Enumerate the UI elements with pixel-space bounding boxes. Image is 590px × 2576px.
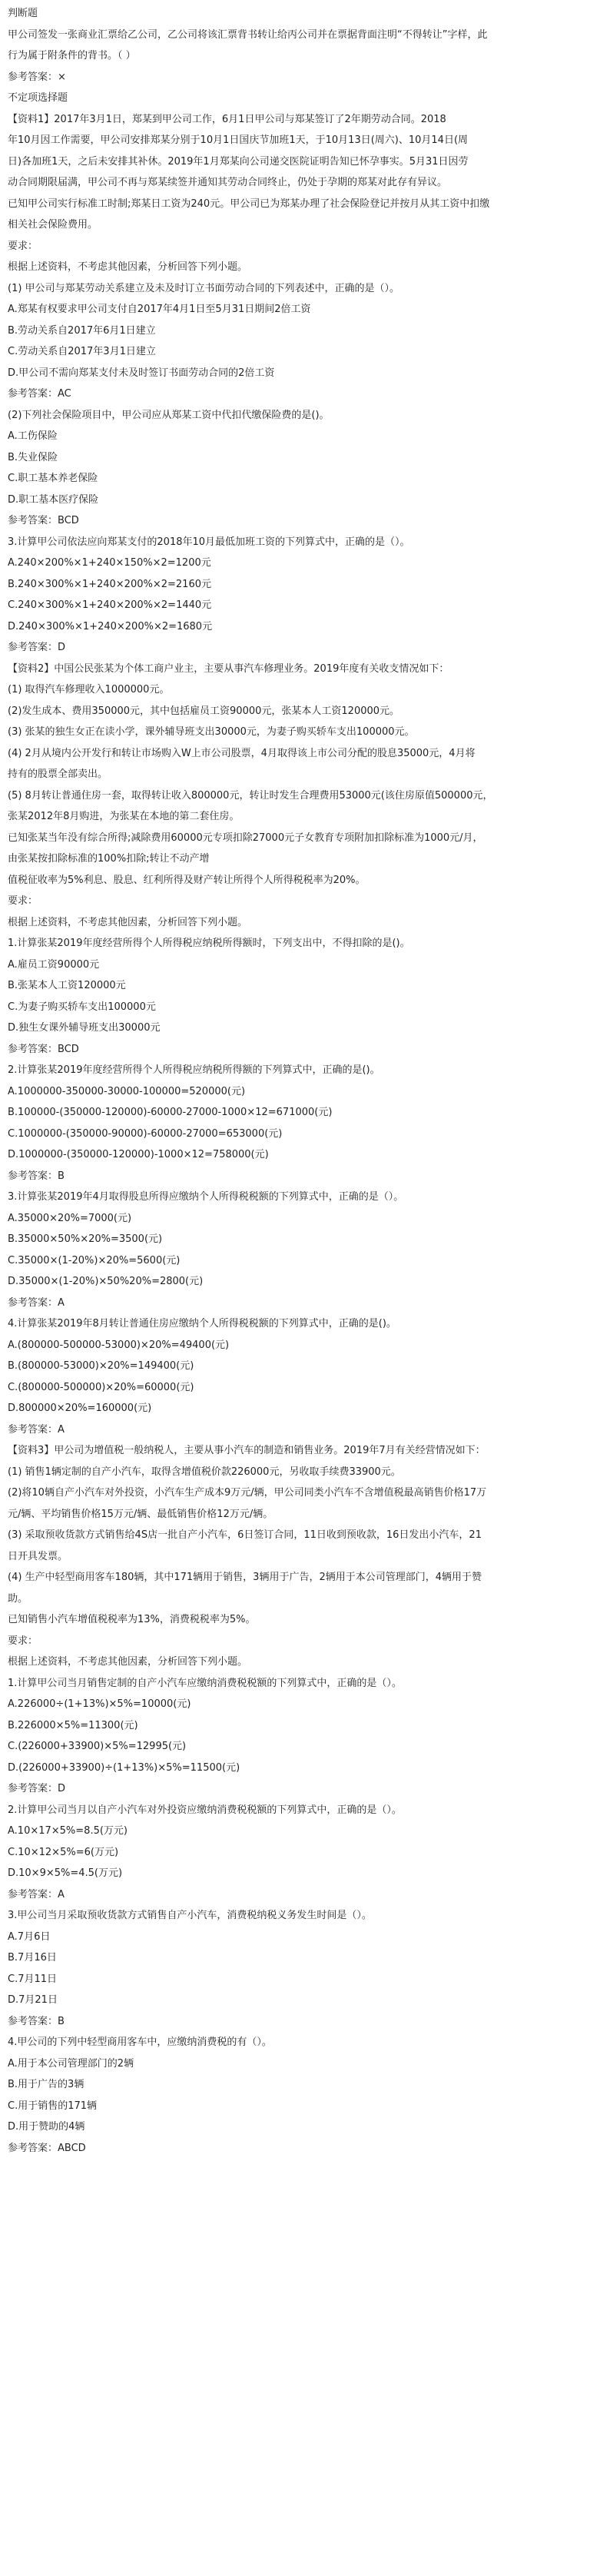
text-line: D.1000000-(350000-120000)-1000×12=758000(元) [8,1149,269,1160]
text-line: B.劳动关系自2017年6月1日建立 [8,324,156,337]
text-line: 判断题 [8,8,38,19]
text-line: 日开具发票。 [8,1550,68,1562]
text-line: C.用于销售的171辆 [8,2100,98,2112]
text-line: (3) 采取预收货款方式销售给4S店一批自产小汽车，6日签订合同，11日收到预收款，16日发出小汽车，21 [8,1529,482,1541]
text-line: B.失业保险 [8,451,58,463]
text-line: D.240×300%×1+240×200%×2=1680元 [8,620,213,632]
text-line: 助。 [8,1592,28,1605]
text-line: 参考答案：D [8,642,66,653]
text-line: 3.计算甲公司依法应向郑某支付的2018年10月最低加班工资的下列算式中，正确的是（）。 [8,536,410,548]
text-line: (3) 张某的独生女正在读小学，课外辅导班支出30000元，为妻子购买轿车支出100000元。 [8,726,415,738]
text-line: 要求： [8,1635,38,1647]
text-line: (2)下列社会保险项目中，甲公司应从郑某工资中代扣代缴保险费的是()。 [8,409,330,421]
text-line: D.独生女课外辅导班支出30000元 [8,1022,161,1034]
text-line: C.(226000+33900)×5%=12995(元) [8,1741,187,1752]
text-line: D.10×9×5%=4.5(万元) [8,1867,123,1879]
text-line: B.35000×50%×20%=3500(元) [8,1233,163,1245]
text-line: 参考答案：A [8,1423,65,1436]
text-line: 甲公司签发一张商业汇票给乙公司，乙公司将该汇票背书转让给丙公司并在票据背面注明“不得转让”字样，此 [8,28,488,41]
text-line: 已知张某当年没有综合所得;减除费用60000元专项扣除27000元子女教育专项附加扣除标准为1000元/月， [8,832,483,844]
text-line: 张某2012年8月购进，为张某在本地的第二套住房。 [8,811,240,822]
text-line: 动合同期限届满，甲公司不再与郑某续签并通知其劳动合同终止，仍处于孕期的郑某对此存有异议。 [8,177,448,188]
text-line: 4.计算张某2019年8月转让普通住房应缴纳个人所得税税额的下列算式中，正确的是()。 [8,1318,396,1329]
text-line: B.7月16日 [8,1952,57,1964]
text-line: D.用于赞助的4辆 [8,2121,85,2133]
text-line: 参考答案：B [8,1170,65,1182]
text-line: B.240×300%×1+240×200%×2=2160元 [8,578,211,590]
text-line: 参考答案：D [8,1783,66,1794]
text-line: B.100000-(350000-120000)-60000-27000-1000×12=671000(元) [8,1107,333,1118]
text-line: A.10×17×5%=8.5(万元) [8,1825,128,1837]
text-line: C.10×12×5%=6(万元) [8,1846,119,1858]
text-line: 参考答案：ABCD [8,2142,86,2154]
text-line: A.240×200%×1+240×150%×2=1200元 [8,557,211,569]
text-line: A.226000÷(1+13%)×5%=10000(元) [8,1698,191,1710]
text-line: A.工伤保险 [8,430,58,442]
text-line: 要求： [8,240,38,252]
text-line: (1) 销售1辆定制的自产小汽车，取得含增值税价款226000元，另收取手续费33900元。 [8,1466,401,1478]
text-line: C.(800000-500000)×20%=60000(元) [8,1381,194,1393]
text-line: 参考答案：BCD [8,515,79,526]
text-line: 参考答案：A [8,1888,65,1900]
text-line: (1) 甲公司与郑某劳动关系建立及未及时订立书面劳动合同的下列表述中，正确的是（）。 [8,282,400,294]
text-line: (4) 2月从境内公开发行和转让市场购入W上市公司股票，4月取得该上市公司分配的股息35000元，4月将 [8,747,476,759]
text-line: 由张某按扣除标准的100%扣除;转让不动产增 [8,853,210,865]
text-line: 【资料1】2017年3月1日，郑某到甲公司工作，6月1日甲公司与郑某签订了2年期劳动合同。2018 [8,113,446,125]
text-line: A.雇员工资90000元 [8,958,100,971]
text-line: D.800000×20%=160000(元) [8,1403,152,1414]
text-line: 参考答案：AC [8,388,71,400]
text-line: C.7月11日 [8,1973,58,1985]
text-line: A.7月6日 [8,1930,51,1943]
text-line: 值税征收率为5%利息、股息、红利所得及财产转让所得个人所得税税率为20%。 [8,874,366,886]
text-line: 相关社会保险费用。 [8,219,98,231]
text-line: 1.计算甲公司当月销售定制的自产小汽车应缴纳消费税税额的下列算式中，正确的是（）。 [8,1677,402,1689]
text-line: A.35000×20%=7000(元) [8,1212,132,1224]
text-line: D.(226000+33900)÷(1+13%)×5%=11500(元) [8,1761,240,1774]
text-line: A.1000000-350000-30000-100000=520000(元) [8,1085,246,1097]
text-line: D.甲公司不需向郑某支付未及时签订书面劳动合同的2倍工资 [8,367,275,379]
text-line: C.劳动关系自2017年3月1日建立 [8,346,156,357]
text-line: D.35000×(1-20%)×50%20%=2800(元) [8,1276,204,1287]
text-line: 日)各加班1天，之后未安排其补休。2019年1月郑某向公司递交医院证明告知已怀孕事实。5月31日因劳 [8,155,469,168]
text-line: 已知销售小汽车增值税税率为13%，消费税税率为5%。 [8,1614,256,1625]
text-line: 2.计算张某2019年度经营所得个人所得税应纳税所得额的下列算式中，正确的是()。 [8,1064,380,1076]
text-line: C.1000000-(350000-90000)-60000-27000=653000(元) [8,1127,283,1140]
text-line: 2.计算甲公司当月以自产小汽车对外投资应缴纳消费税税额的下列算式中，正确的是（）。 [8,1804,402,1816]
text-line: 3.甲公司当月采取预收货款方式销售自产小汽车，消费税纳税义务发生时间是（）。 [8,1910,372,1921]
text-line: D.职工基本医疗保险 [8,493,99,506]
text-line: (4) 生产中轻型商用客车180辆，其中171辆用于销售，3辆用于广告，2辆用于本公司管理部门，4辆用于赞 [8,1572,482,1583]
text-line: 根据上述资料，不考虑其他因素，分析回答下列小题。 [8,261,248,273]
text-line: 参考答案：B [8,2015,65,2027]
text-line: 参考答案：× [8,71,66,83]
text-line: 【资料3】甲公司为增值税一般纳税人，主要从事小汽车的制造和销售业务。2019年7月有关经营情况如下： [8,1445,486,1456]
text-line: B.(800000-53000)×20%=149400(元) [8,1360,194,1372]
text-line: C.35000×(1-20%)×20%=5600(元) [8,1254,181,1266]
text-line: (5) 8月转让普通住房一套，取得转让收入800000元，转让时发生合理费用53000元(该住房原值500000元， [8,789,493,802]
text-line: 参考答案：A [8,1296,65,1309]
text-line: 要求： [8,895,38,907]
text-line: C.为妻子购买轿车支出100000元 [8,1001,156,1013]
text-line: (2)将10辆自产小汽车对外投资，小汽车生产成本9万元/辆，甲公司同类小汽车不含增值税最高销售价格17万 [8,1487,487,1499]
text-line: 不定项选择题 [8,92,68,104]
text-line: C.240×300%×1+240×200%×2=1440元 [8,599,212,611]
text-line: 根据上述资料，不考虑其他因素，分析回答下列小题。 [8,1656,248,1668]
text-line: 【资料2】中国公民张某为个体工商户业主，主要从事汽车修理业务。2019年度有关收支情况如下： [8,662,449,675]
text-line: (2)发生成本、费用350000元，其中包括雇员工资90000元，张某本人工资120000元。 [8,705,400,717]
text-line: 行为属于附条件的背书。（ ） [8,50,136,61]
text-line: 年10月因工作需要，甲公司安排郑某分别于10月1日国庆节加班1天，于10月13日(周六)、10月14日(周 [8,134,469,146]
text-line: 参考答案：BCD [8,1043,79,1055]
text-line: B.张某本人工资120000元 [8,980,126,991]
text-line: 已知甲公司实行标准工时制;郑某日工资为240元。甲公司已为郑某办理了社会保险登记并按月从其工资中扣缴 [8,198,490,210]
text-line: A.用于本公司管理部门的2辆 [8,2057,134,2070]
text-line: A.(800000-500000-53000)×20%=49400(元) [8,1339,230,1351]
text-line: A.郑某有权要求甲公司支付自2017年4月1日至5月31日期间2倍工资 [8,304,311,315]
text-line: B.用于广告的3辆 [8,2079,85,2090]
text-line: B.226000×5%=11300(元) [8,1719,138,1731]
text-line: D.7月21日 [8,1994,58,2006]
text-line: 4.甲公司的下列中轻型商用客车中，应缴纳消费税的有（）。 [8,2037,272,2048]
text-line: C.职工基本养老保险 [8,473,98,484]
text-line: 元/辆、平均销售价格15万元/辆、最低销售价格12万元/辆。 [8,1508,273,1520]
text-line: 根据上述资料，不考虑其他因素，分析回答下列小题。 [8,916,248,928]
text-line: (1) 取得汽车修理收入1000000元。 [8,684,170,695]
text-line: 3.计算张某2019年4月取得股息所得应缴纳个人所得税税额的下列算式中，正确的是（）。 [8,1191,404,1203]
text-line: 持有的股票全部卖出。 [8,768,108,780]
text-line: 1.计算张某2019年度经营所得个人所得税应纳税所得额时，下列支出中，不得扣除的是()。 [8,938,410,949]
